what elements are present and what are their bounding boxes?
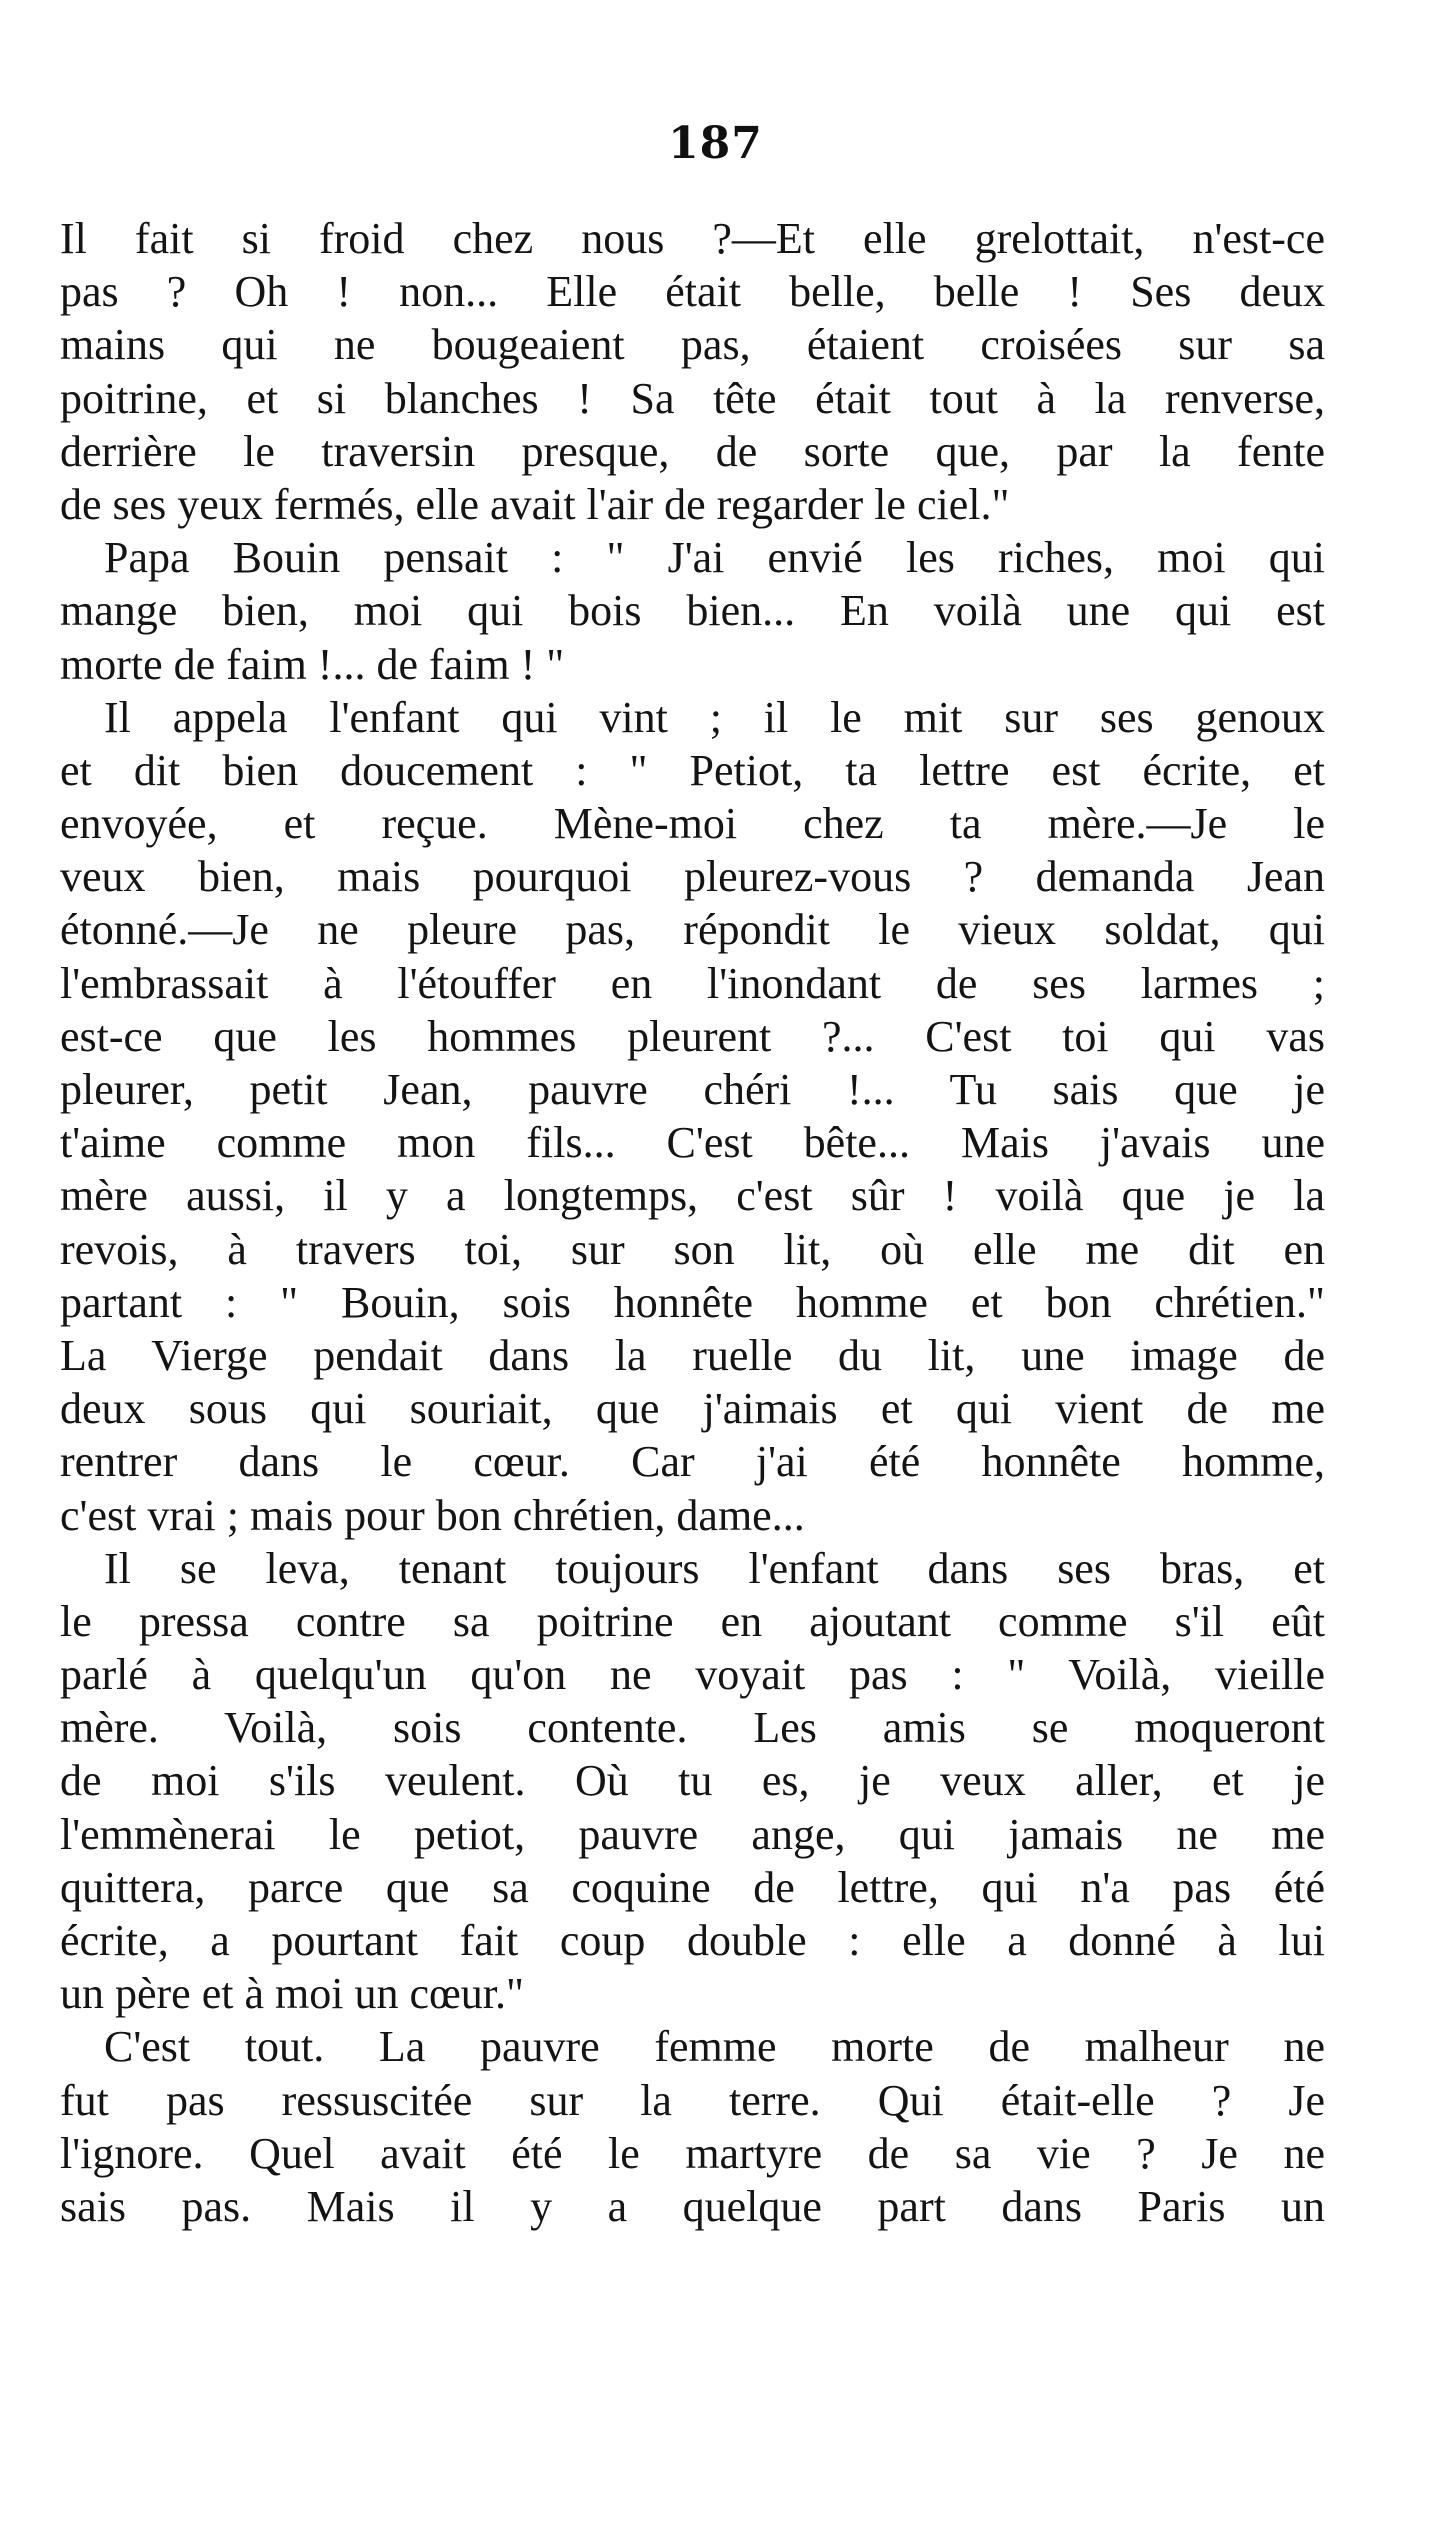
text-line: Papa Bouin pensait : " J'ai envié les riches, moi qui [104, 533, 1325, 583]
text-line: fut pas ressuscitée sur la terre. Qui était-elle ? Je [60, 2075, 1325, 2125]
text-line: revois, à travers toi, sur son lit, où elle me dit en [60, 1224, 1325, 1274]
text-line: pas ? Oh ! non... Elle était belle, belle ! Ses deux [60, 267, 1325, 317]
text-line: écrite, a pourtant fait coup double : elle a donné à lui [60, 1916, 1325, 1965]
text-line: et dit bien doucement : " Petiot, ta lettre est écrite, et [60, 745, 1325, 795]
text-line: quittera, parce que sa coquine de lettre, qui n'a pas été [60, 1862, 1325, 1912]
text-line: Il appela l'enfant qui vint ; il le mit sur ses genoux [104, 692, 1325, 742]
text-line: partant : " Bouin, sois honnête homme et bon chrétien." [60, 1277, 1325, 1327]
text-line: mère aussi, il y a longtemps, c'est sûr ! voilà que je la [60, 1171, 1325, 1221]
body-text [60, 212, 1325, 2233]
text-line: est-ce que les hommes pleurent ?... C'est toi qui vas [60, 1011, 1325, 1061]
text-line: La Vierge pendait dans la ruelle du lit, une image de [60, 1330, 1325, 1380]
text-line: c'est vrai ; mais pour bon chrétien, dame... [60, 1490, 805, 1540]
text-line: Il se leva, tenant toujours l'enfant dans ses bras, et [104, 1543, 1325, 1593]
text-line: envoyée, et reçue. Mène-moi chez ta mère.—Je le [60, 799, 1325, 849]
text-line: l'ignore. Quel avait été le martyre de sa vie ? Je ne [60, 2128, 1325, 2178]
text-line: rentrer dans le cœur. Car j'ai été honnête homme, [60, 1437, 1325, 1487]
text-line: veux bien, mais pourquoi pleurez-vous ? demanda Jean [60, 852, 1325, 902]
text-line: étonné.—Je ne pleure pas, répondit le vieux soldat, qui [60, 905, 1325, 955]
text-line: derrière le traversin presque, de sorte que, par la fente [60, 426, 1325, 476]
text-line: parlé à quelqu'un qu'on ne voyait pas : " Voilà, vieille [60, 1650, 1325, 1700]
text-line: t'aime comme mon fils... C'est bête... Mais j'avais une [60, 1118, 1325, 1168]
text-line: pleurer, petit Jean, pauvre chéri !... Tu sais que je [60, 1065, 1325, 1114]
text-line: morte de faim !... de faim ! " [60, 639, 565, 689]
text-line: Il fait si froid chez nous ?—Et elle grelottait, n'est-ce [60, 214, 1325, 263]
text-line: mange bien, moi qui bois bien... En voilà une qui est [60, 586, 1325, 636]
text-line: mains qui ne bougeaient pas, étaient croisées sur sa [60, 320, 1325, 370]
text-line: de moi s'ils veulent. Où tu es, je veux aller, et je [60, 1756, 1325, 1806]
text-line: l'emmènerai le petiot, pauvre ange, qui jamais ne me [60, 1809, 1325, 1859]
text-line: le pressa contre sa poitrine en ajoutant comme s'il eût [60, 1596, 1325, 1646]
text-line: poitrine, et si blanches ! Sa tête était tout à la renverse, [60, 373, 1325, 423]
text-line: C'est tout. La pauvre femme morte de malheur ne [104, 2022, 1325, 2072]
text-line: l'embrassait à l'étouffer en l'inondant de ses larmes ; [60, 958, 1325, 1008]
text-line: deux sous qui souriait, que j'aimais et qui vient de me [60, 1384, 1325, 1434]
text-line: de ses yeux fermés, elle avait l'air de regarder le ciel." [60, 479, 1010, 529]
text-line: un père et à moi un cœur." [60, 1969, 524, 2019]
text-line: mère. Voilà, sois contente. Les amis se moqueront [60, 1703, 1325, 1753]
text-line: sais pas. Mais il y a quelque part dans Paris un [60, 2181, 1325, 2231]
page-number: 187 [668, 118, 763, 169]
